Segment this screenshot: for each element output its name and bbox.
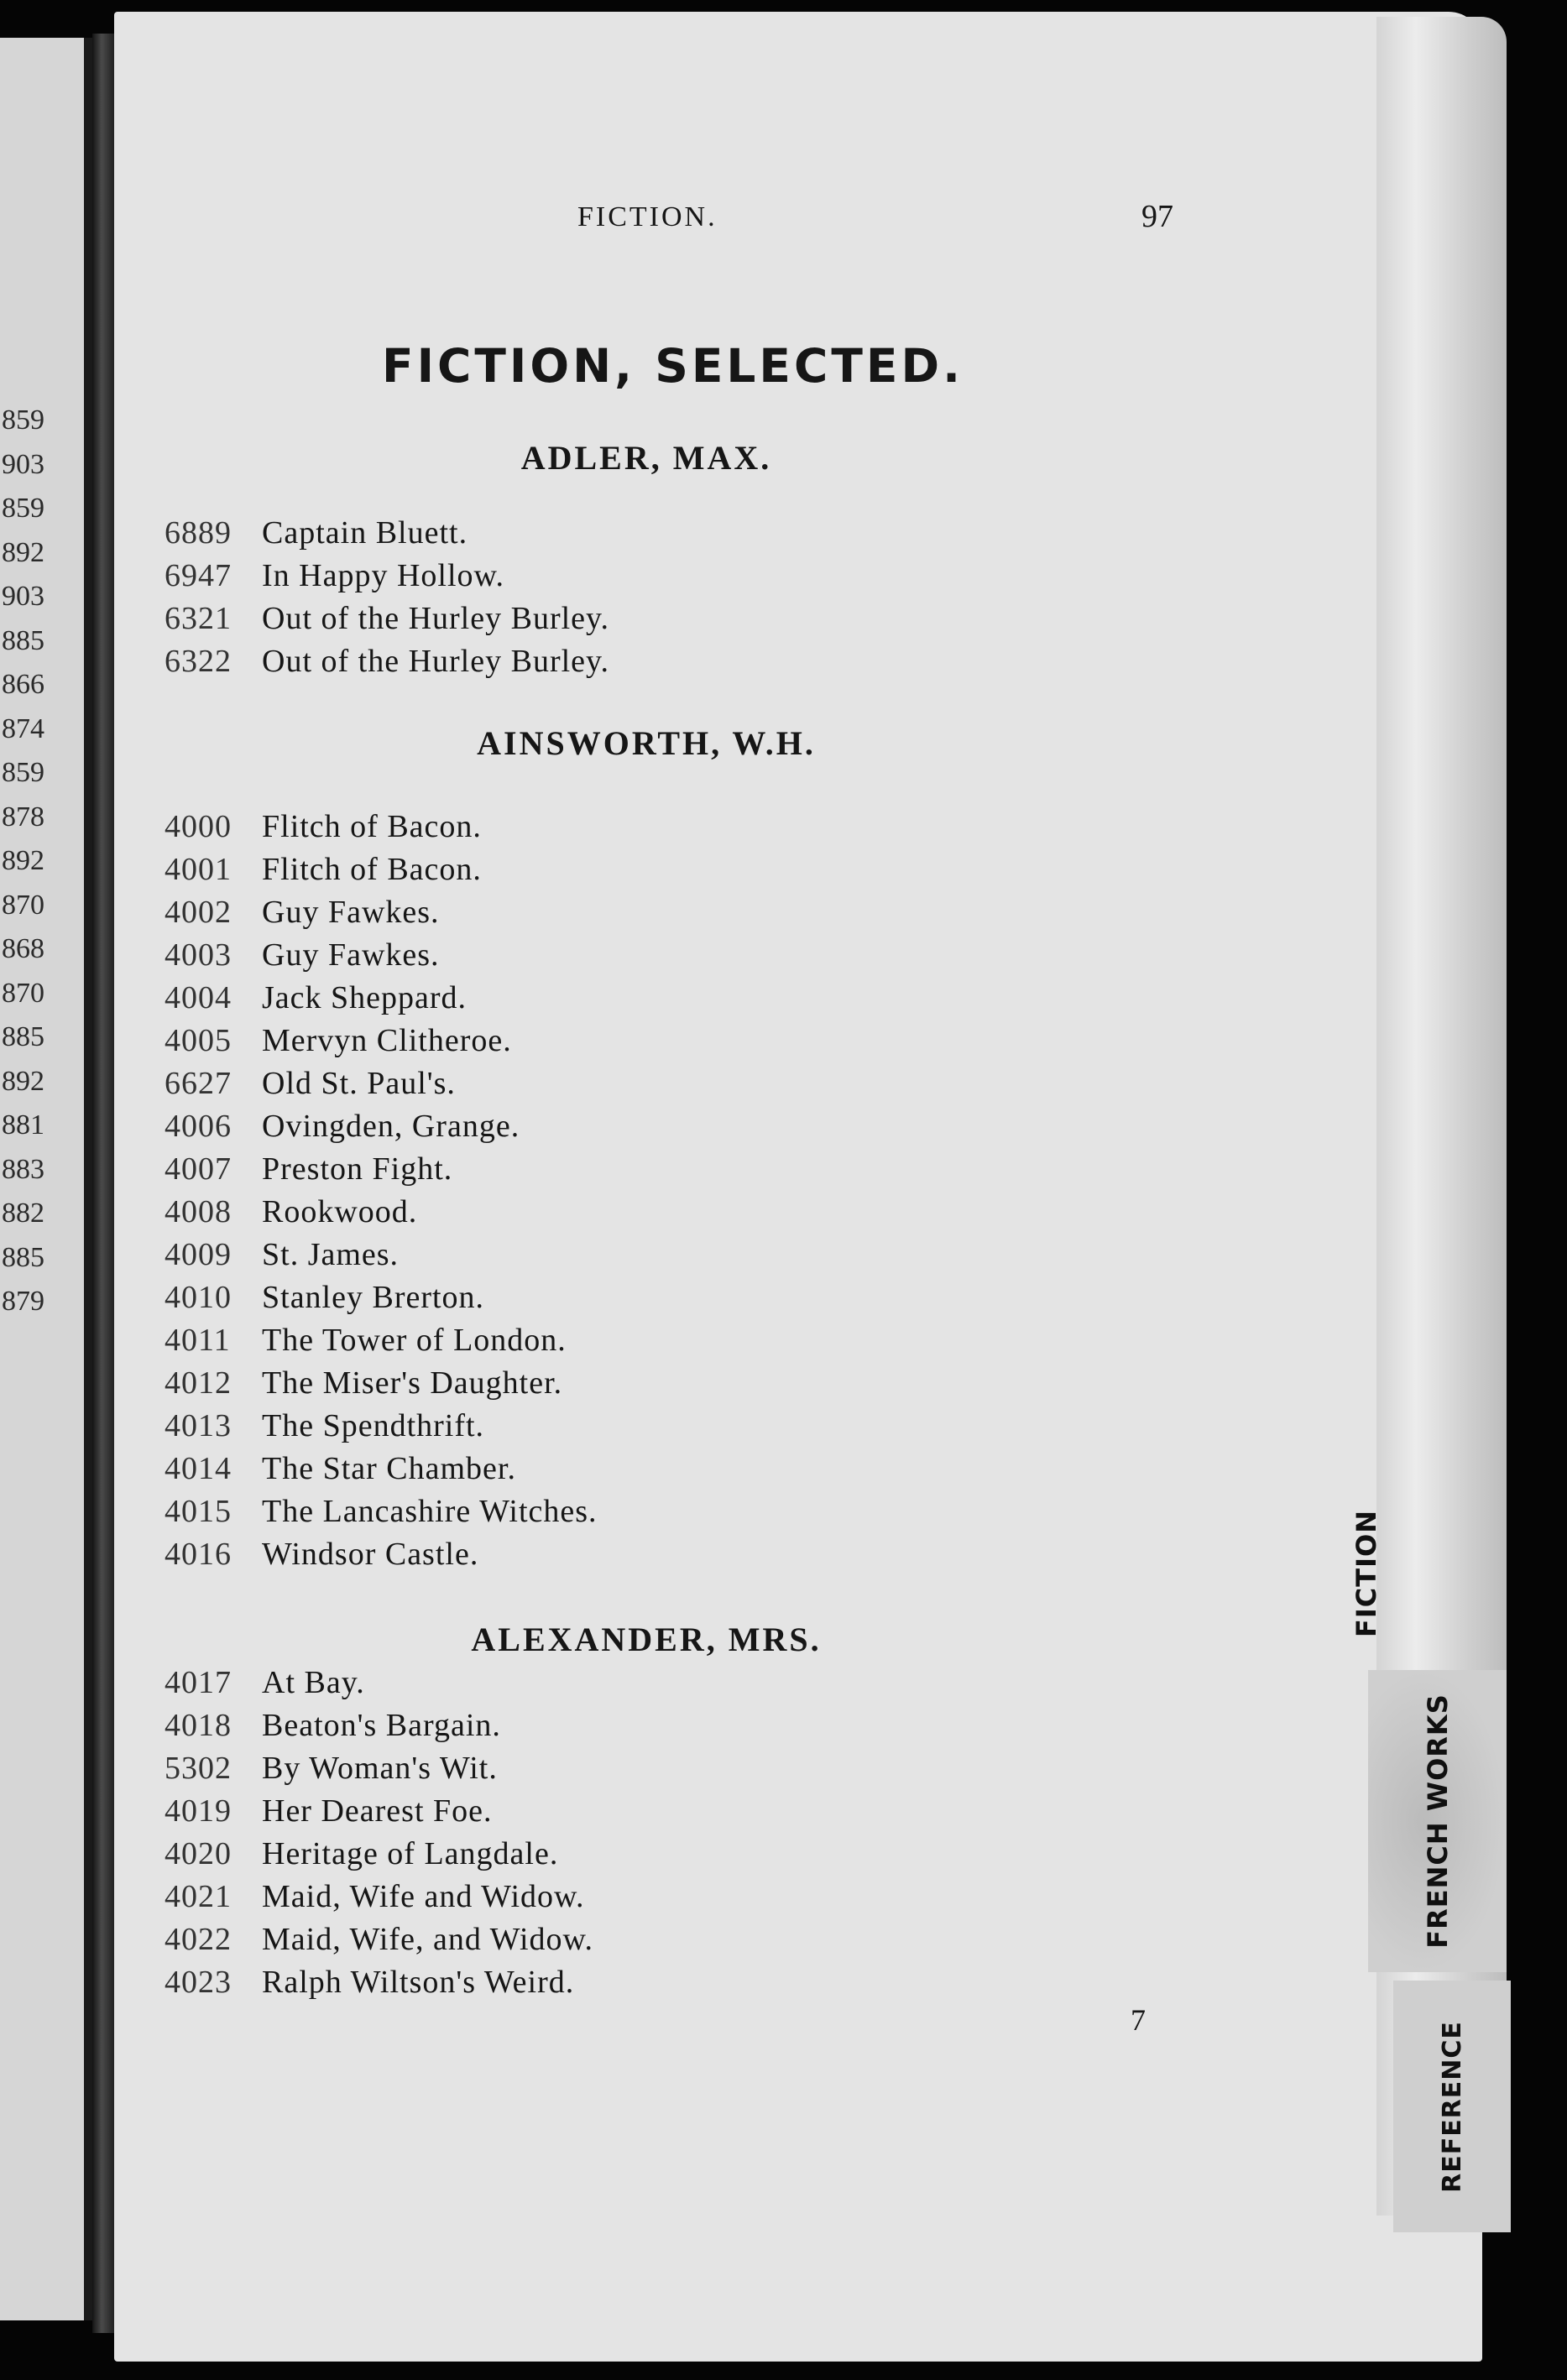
entry-number: 4004 — [165, 980, 232, 1015]
catalog-entry — [165, 977, 598, 1020]
entry-title: Guy Fawkes. — [262, 895, 440, 930]
entry-title: Flitch of Bacon. — [262, 809, 482, 844]
entry-title: Jack Sheppard. — [262, 980, 467, 1015]
facing-page-number: 859 — [2, 757, 44, 788]
catalog-entry — [165, 1876, 593, 1918]
entry-title: Mervyn Clitheroe. — [262, 1023, 512, 1058]
entry-list — [165, 806, 598, 1576]
entry-title: The Lancashire Witches. — [262, 1494, 598, 1529]
catalog-entry — [165, 1747, 593, 1790]
entry-title: Heritage of Langdale. — [262, 1836, 559, 1871]
entry-number: 6947 — [165, 558, 232, 593]
catalog-entry — [165, 1790, 593, 1833]
entry-title: By Woman's Wit. — [262, 1751, 498, 1786]
entry-number: 4003 — [165, 937, 232, 973]
catalog-entry — [165, 1148, 598, 1191]
catalog-entry — [165, 1662, 593, 1704]
entry-title: Old St. Paul's. — [262, 1066, 456, 1101]
catalog-entry — [165, 1020, 598, 1062]
entry-title: Flitch of Bacon. — [262, 852, 482, 887]
entry-number: 4021 — [165, 1879, 232, 1914]
catalog-entry — [165, 640, 609, 683]
tab-fiction-label: FICTION — [1350, 1510, 1382, 1637]
facing-page-number: 868 — [2, 933, 44, 964]
facing-page-number: 859 — [2, 404, 44, 436]
entry-number: 4002 — [165, 895, 232, 930]
catalog-entry — [165, 598, 609, 640]
entry-number: 6321 — [165, 601, 232, 636]
entry-number: 4000 — [165, 809, 232, 844]
catalog-entry — [165, 1362, 598, 1405]
entry-list — [165, 512, 609, 683]
signature-mark: 7 — [1131, 2003, 1146, 2037]
tab-reference-label: REFERENCE — [1437, 2020, 1467, 2193]
facing-page-number: 874 — [2, 712, 44, 744]
catalog-entry — [165, 1191, 598, 1234]
catalog-entry — [165, 555, 609, 598]
entry-title: Out of the Hurley Burley. — [262, 601, 610, 636]
facing-page-number: 892 — [2, 845, 44, 876]
catalog-entry — [165, 848, 598, 891]
entry-title: The Miser's Daughter. — [262, 1365, 563, 1401]
catalog-entry — [165, 1234, 598, 1276]
catalog-entry — [165, 1704, 593, 1747]
tab-french-works-label: FRENCH WORKS — [1421, 1694, 1454, 1949]
author-heading: ADLER, MAX. — [520, 439, 772, 477]
facing-page-number: 870 — [2, 889, 44, 921]
catalog-entry — [165, 806, 598, 848]
catalog-entry — [165, 1490, 598, 1533]
entry-number: 4008 — [165, 1194, 232, 1229]
entry-number: 4001 — [165, 852, 232, 887]
catalog-entry — [165, 1961, 593, 2004]
catalog-entry — [165, 891, 598, 934]
facing-page-number: 882 — [2, 1198, 44, 1229]
running-head: FICTION. — [577, 201, 718, 232]
author-heading: AINSWORTH, W.H. — [477, 724, 816, 762]
facing-page-number: 870 — [2, 977, 44, 1009]
catalog-entry — [165, 1319, 598, 1362]
entry-title: Ovingden, Grange. — [262, 1109, 520, 1144]
entry-number: 4009 — [165, 1237, 232, 1272]
page-number: 97 — [1141, 199, 1173, 234]
entry-title: Maid, Wife and Widow. — [262, 1879, 585, 1914]
facing-page-numbers — [2, 399, 44, 1324]
entry-title: Beaton's Bargain. — [262, 1708, 501, 1743]
entry-title: Preston Fight. — [262, 1151, 453, 1187]
entry-title: Windsor Castle. — [262, 1537, 479, 1572]
page-title: FICTION, SELECTED. — [382, 339, 964, 393]
entry-number: 4018 — [165, 1708, 232, 1743]
entry-number: 4010 — [165, 1280, 232, 1315]
catalog-entry — [165, 1276, 598, 1319]
entry-title: Stanley Brerton. — [262, 1280, 485, 1315]
facing-page-edge — [0, 38, 92, 2320]
facing-page-number: 881 — [2, 1109, 44, 1140]
entry-list — [165, 1662, 593, 2004]
entry-title: Rookwood. — [262, 1194, 418, 1229]
entry-number: 4013 — [165, 1408, 232, 1443]
entry-number: 4007 — [165, 1151, 232, 1187]
author-heading: ALEXANDER, MRS. — [471, 1621, 822, 1658]
entry-number: 6627 — [165, 1066, 232, 1101]
catalog-entry — [165, 1062, 598, 1105]
entry-number: 4022 — [165, 1922, 232, 1957]
facing-page-number: 885 — [2, 1021, 44, 1052]
entry-number: 4017 — [165, 1665, 232, 1700]
entry-title: St. James. — [262, 1237, 400, 1272]
facing-page-number: 859 — [2, 493, 44, 524]
book-gutter — [92, 34, 116, 2333]
entry-number: 6889 — [165, 515, 232, 551]
catalog-entry — [165, 1105, 598, 1148]
facing-page-number: 879 — [2, 1286, 44, 1317]
facing-page-number: 885 — [2, 624, 44, 656]
entry-title: The Star Chamber. — [262, 1451, 516, 1486]
entry-number: 4023 — [165, 1965, 232, 2000]
entry-title: The Tower of London. — [262, 1323, 567, 1358]
entry-number: 4016 — [165, 1537, 232, 1572]
entry-title: At Bay. — [262, 1665, 365, 1700]
facing-page-number: 866 — [2, 669, 44, 700]
entry-title: Her Dearest Foe. — [262, 1793, 493, 1829]
entry-number: 4005 — [165, 1023, 232, 1058]
catalog-entry — [165, 512, 609, 555]
entry-title: Out of the Hurley Burley. — [262, 644, 610, 679]
entry-number: 4019 — [165, 1793, 232, 1829]
catalog-entry — [165, 1533, 598, 1576]
entry-number: 4006 — [165, 1109, 232, 1144]
entry-number: 4012 — [165, 1365, 232, 1401]
catalog-entry — [165, 1448, 598, 1490]
entry-title: The Spendthrift. — [262, 1408, 485, 1443]
entry-title: Captain Bluett. — [262, 515, 468, 551]
catalog-entry — [165, 934, 598, 977]
tab-french-works[interactable] — [1368, 1670, 1507, 1972]
entry-number: 6322 — [165, 644, 232, 679]
entry-title: In Happy Hollow. — [262, 558, 504, 593]
entry-title: Guy Fawkes. — [262, 937, 440, 973]
tab-fiction[interactable] — [1324, 1477, 1408, 1670]
entry-title: Maid, Wife, and Widow. — [262, 1922, 594, 1957]
facing-page-number: 883 — [2, 1153, 44, 1185]
facing-page-number: 892 — [2, 536, 44, 568]
catalog-entry — [165, 1833, 593, 1876]
facing-page-number: 892 — [2, 1065, 44, 1097]
entry-number: 4020 — [165, 1836, 232, 1871]
facing-page-number: 903 — [2, 581, 44, 612]
catalog-entry — [165, 1405, 598, 1448]
entry-number: 5302 — [165, 1751, 232, 1786]
entry-title: Ralph Wiltson's Weird. — [262, 1965, 575, 2000]
facing-page-number: 903 — [2, 448, 44, 480]
catalog-entry — [165, 1918, 593, 1961]
entry-number: 4015 — [165, 1494, 232, 1529]
entry-number: 4011 — [165, 1323, 231, 1358]
facing-page-number: 878 — [2, 801, 44, 832]
facing-page-number: 885 — [2, 1241, 44, 1273]
entry-number: 4014 — [165, 1451, 232, 1486]
tab-reference[interactable] — [1393, 1981, 1511, 2232]
